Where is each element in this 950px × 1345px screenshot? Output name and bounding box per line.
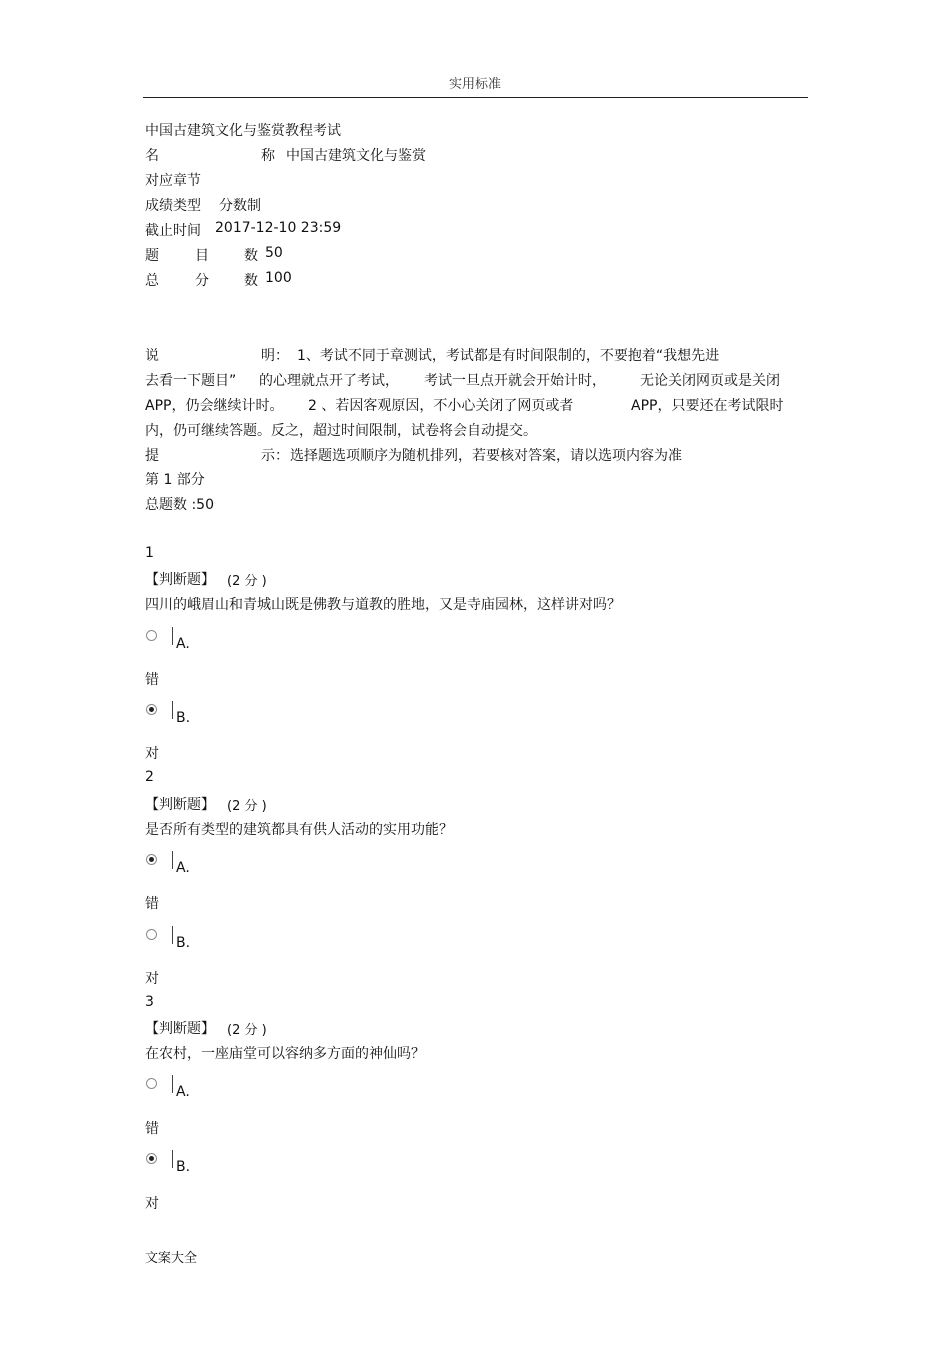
question-number: 1 [145,545,154,561]
note-line-2d: 无论关闭网页或是关闭 [640,373,780,389]
note-line-3a: APP，仍会继续计时。 [145,398,284,414]
option-divider [172,1075,173,1093]
info-label-count-a: 题 [145,248,159,264]
tip-label-b: 示： [261,448,289,464]
question-number: 3 [145,994,154,1010]
option-letter: A. [176,636,190,652]
radio-option-a[interactable] [146,854,157,865]
radio-option-a[interactable] [146,1078,157,1089]
option-divider [172,926,173,944]
page-footer-text: 文案大全 [145,1251,198,1266]
radio-option-a[interactable] [146,630,157,641]
option-content: 对 [145,971,159,987]
total-questions: 总题数 :50 [145,497,214,513]
info-value-grade-type: 分数制 [219,198,261,214]
question-text: 四川的峨眉山和青城山既是佛教与道教的胜地，又是寺庙园林，这样讲对吗？ [145,597,621,613]
question-score: (2 分 ) [227,1023,267,1038]
question-type: 【判断题】 [145,572,215,588]
info-value-name: 中国古建筑文化与鉴赏 [286,148,426,164]
option-content: 对 [145,1196,159,1212]
note-line-2a: 去看一下题目” [145,373,237,389]
info-label-score-b: 数 [244,273,258,289]
info-label-score-m: 分 [195,273,209,289]
info-value-score: 100 [265,270,292,286]
info-label-score-a: 总 [145,273,159,289]
tip-text: 选择题选项顺序为随机排列，若要核对答案，请以选项内容为准 [290,448,682,464]
info-label-count-b: 数 [244,248,258,264]
option-divider [172,1150,173,1168]
radio-option-b[interactable] [146,704,157,715]
exam-title: 中国古建筑文化与鉴赏教程考试 [145,123,341,139]
note-label-b: 明： [261,348,289,364]
question-score: (2 分 ) [227,574,267,589]
radio-option-b[interactable] [146,1153,157,1164]
note-label-a: 说 [145,348,159,364]
option-letter: A. [176,1084,190,1100]
header-divider [143,97,808,98]
option-letter: B. [176,1159,191,1175]
note-line-2b: 的心理就点开了考试， [259,373,399,389]
option-letter: B. [176,710,191,726]
option-letter: B. [176,935,191,951]
note-line-3b: 2 、若因客观原因，不小心关闭了网页或者 [308,398,574,414]
radio-option-b[interactable] [146,929,157,940]
note-line-1: 1、考试不同于章测试，考试都是有时间限制的，不要抱着“我想先进 [297,348,720,364]
info-label-chapter: 对应章节 [145,173,201,189]
info-label-name-a: 名 [145,148,159,164]
info-label-name-b: 称 [261,148,275,164]
info-value-deadline: 2017-12-10 23:59 [215,220,342,236]
option-content: 对 [145,746,159,762]
page-header-title: 实用标准 [448,77,501,92]
option-content: 错 [145,672,159,688]
option-content: 错 [145,896,159,912]
tip-label-a: 提 [145,448,159,464]
question-type: 【判断题】 [145,797,215,813]
option-content: 错 [145,1121,159,1137]
question-text: 在农村，一座庙堂可以容纳多方面的神仙吗？ [145,1046,425,1062]
note-line-4: 内，仍可继续答题。反之，超过时间限制，试卷将会自动提交。 [145,423,537,439]
option-divider [172,851,173,869]
part-label: 第 1 部分 [145,472,205,488]
info-label-deadline: 截止时间 [145,223,201,239]
info-label-grade-type: 成绩类型 [145,198,201,214]
option-letter: A. [176,860,190,876]
option-divider [172,627,173,645]
question-number: 2 [145,769,154,785]
option-divider [172,701,173,719]
question-text: 是否所有类型的建筑都具有供人活动的实用功能？ [145,822,453,838]
note-line-3c: APP，只要还在考试限时 [631,398,784,414]
note-line-2c: 考试一旦点开就会开始计时， [424,373,606,389]
info-value-count: 50 [265,245,283,261]
question-score: (2 分 ) [227,799,267,814]
question-type: 【判断题】 [145,1021,215,1037]
info-label-count-m: 目 [195,248,209,264]
